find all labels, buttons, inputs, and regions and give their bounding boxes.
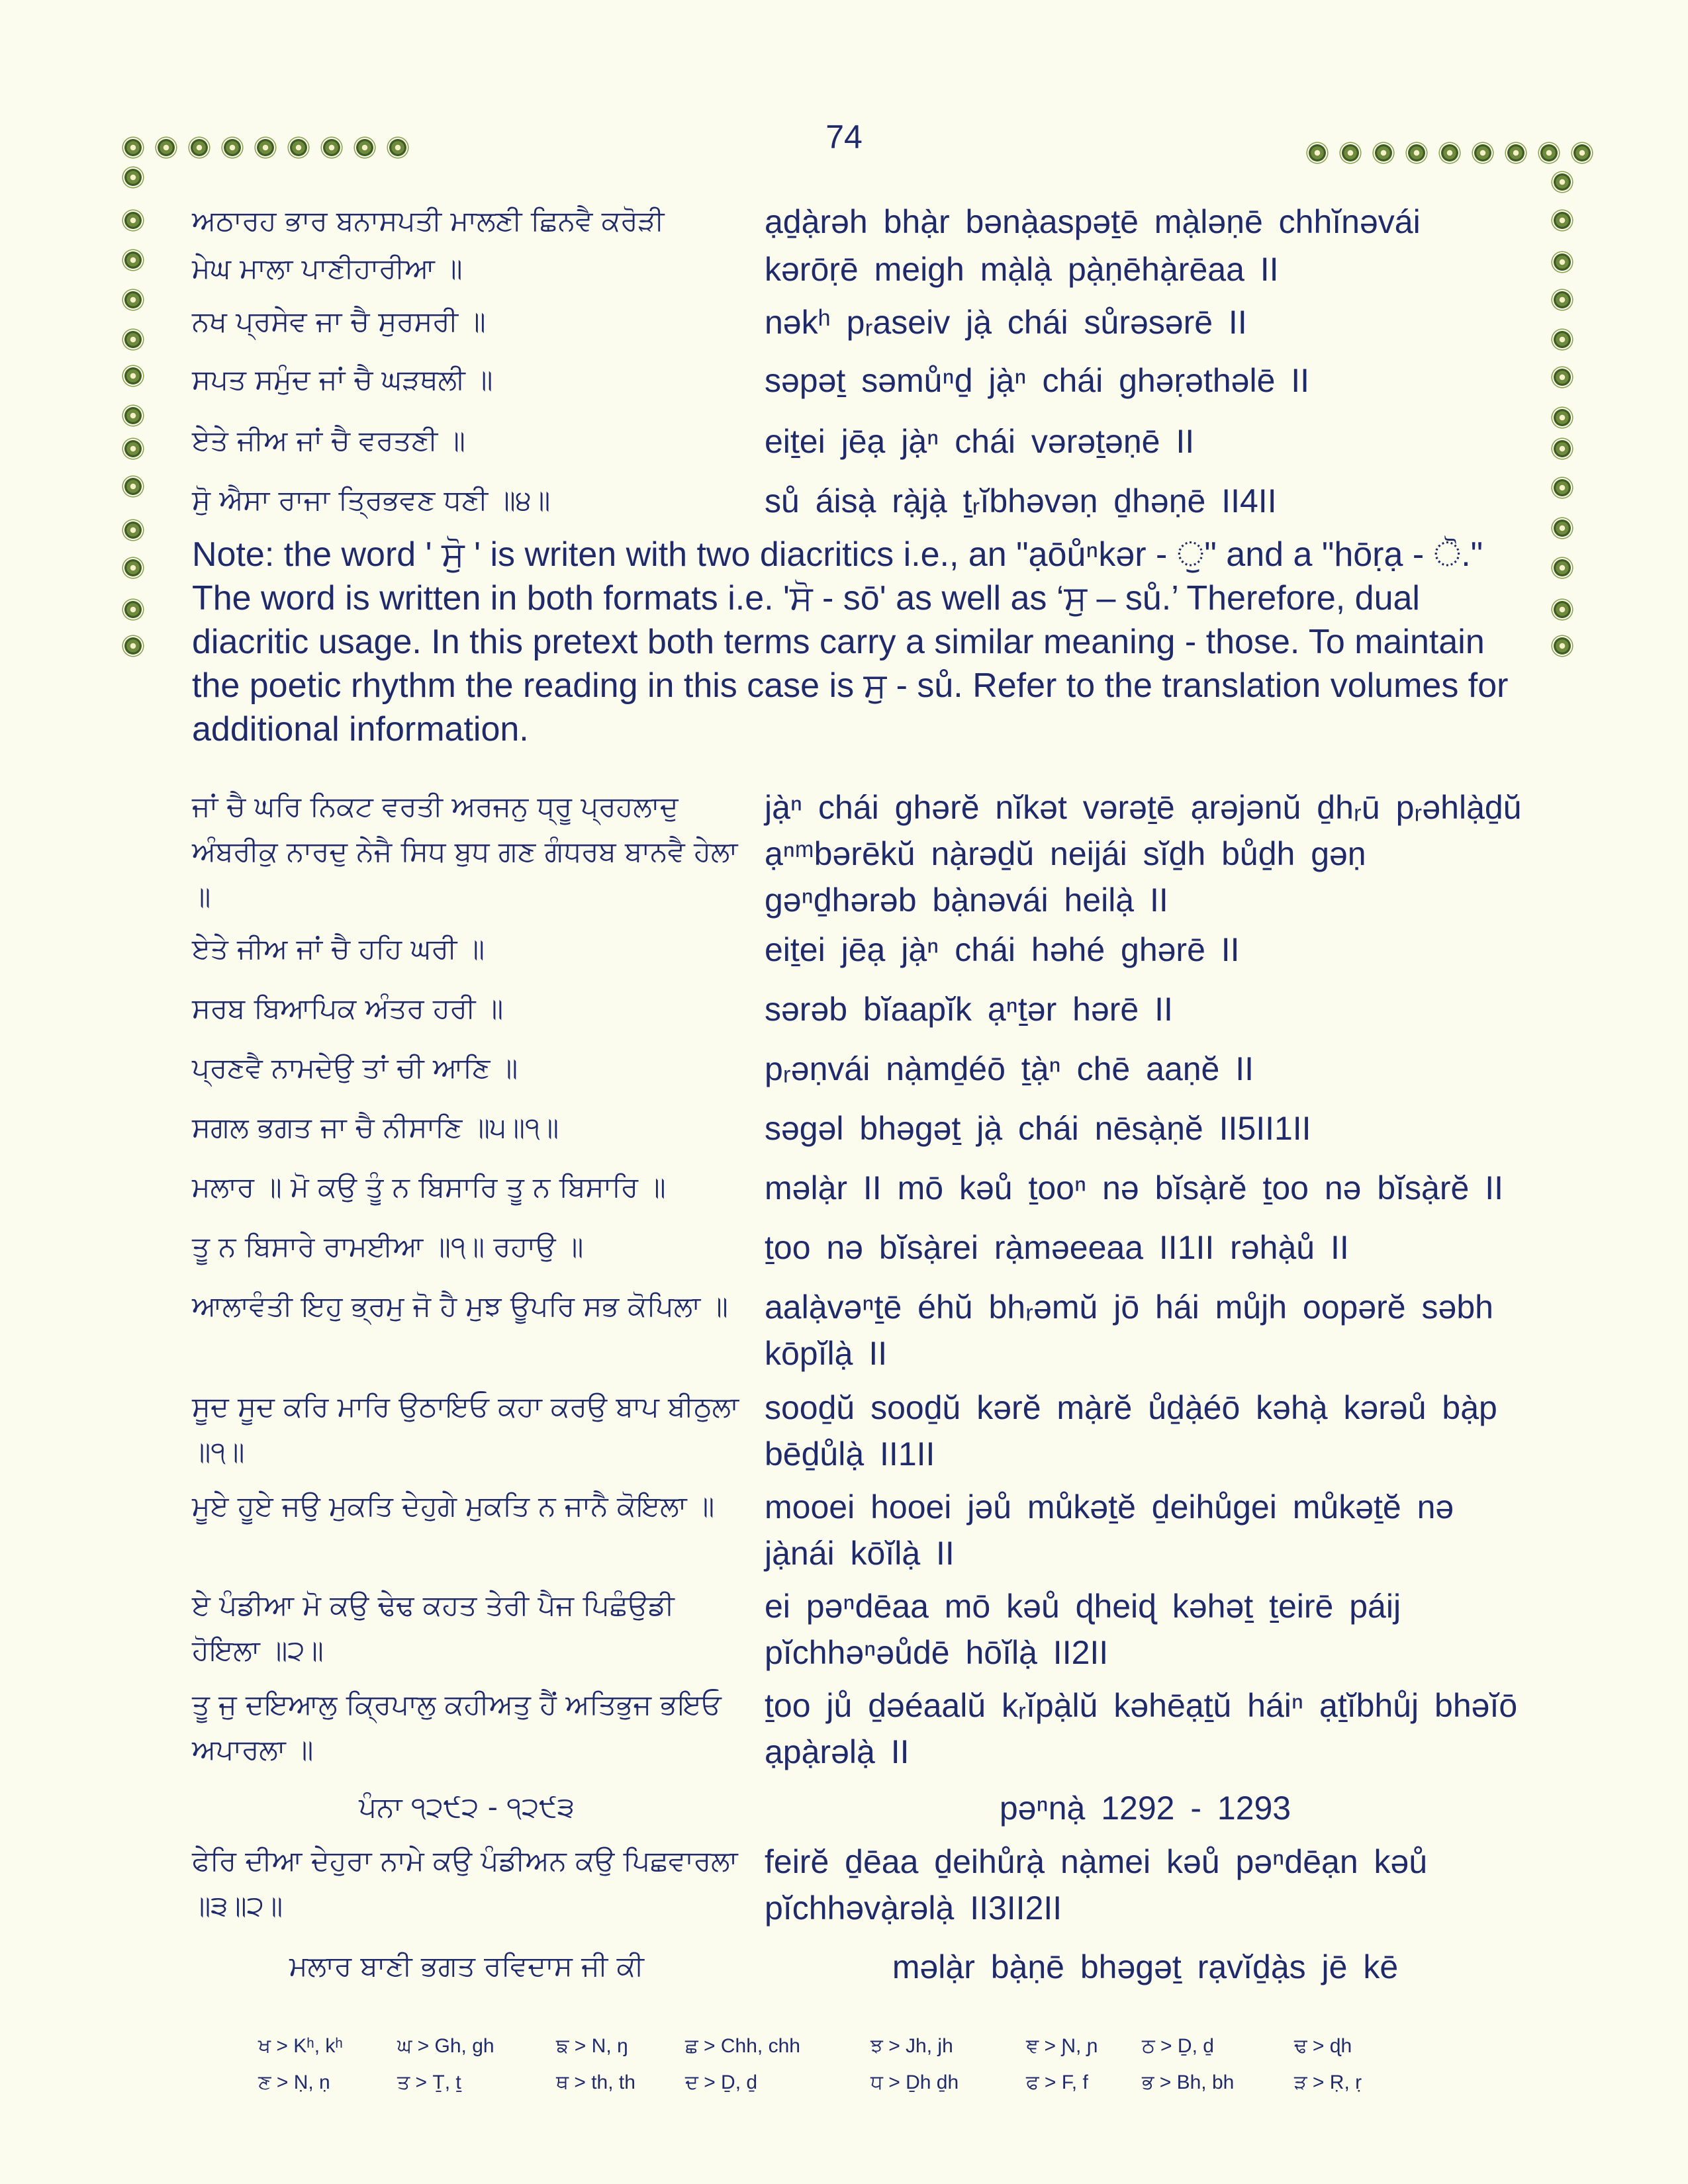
gurmukhi-text: ਏ ਪੰਡੀਆ ਮੋ ਕਉ ਢੇਢ ਕਹਤ ਤੇਰੀ ਪੈਜ ਪਿਛੰਉਡੀ ਹੋਇਲਾ ॥੨॥ xyxy=(192,1589,675,1666)
transliteration-text: eiṯei jēạ jạ̀ⁿ chái həhé ghərē II xyxy=(765,931,1240,968)
heading-transliteration: məlạ̀r bạ̀ṇē bhəgəṯ rạvĭḏạ̀s jē kē xyxy=(892,1948,1399,1985)
transliteration-legend xyxy=(258,2035,1450,2108)
page-reference-transliteration: pəⁿnạ̀ 1292 - 1293 xyxy=(999,1790,1291,1827)
legend-item: ਤ > Ṯ, ṯ xyxy=(397,2071,461,2093)
transliteration-text: səgəl bhəgəṯ jạ̀ chái nēsạ̀ṇĕ II5II1II xyxy=(765,1110,1311,1147)
gurmukhi-text: ਪ੍ਰਣਵੈ ਨਾਮਦੇਉ ਤਾਂ ਚੀ ਆਣਿ ॥ xyxy=(192,1052,518,1084)
legend-item: ਘ > Gh, gh xyxy=(397,2035,494,2057)
legend-item: ਣ > Ṇ, ṇ xyxy=(258,2071,330,2093)
legend-item: ਫ > F, f xyxy=(1026,2071,1088,2093)
legend-item: ਥ > th, th xyxy=(556,2071,635,2093)
legend-row xyxy=(258,2035,1450,2071)
transliteration-text: nəkʰ pᵣaseiv jạ̀ chái sůrəsərē II xyxy=(765,304,1247,341)
legend-item: ਖ > Kʰ, kʰ xyxy=(258,2035,343,2057)
gurmukhi-text: ਫੇਰਿ ਦੀਆ ਦੇਹੁਰਾ ਨਾਮੇ ਕਉ ਪੰਡੀਅਨ ਕਉ ਪਿਛਵਾਰਲਾ ॥੩॥੨॥ xyxy=(192,1844,738,1922)
transliteration-text: sərəb bĭaapĭk ạⁿṯər hərē II xyxy=(765,991,1173,1028)
legend-item: ਝ > Jh, jh xyxy=(870,2035,953,2057)
page-reference-gurmukhi: ਪੰਨਾ ੧੨੯੨ - ੧੨੯੩ xyxy=(359,1791,575,1823)
legend-item: ਛ > Chh, chh xyxy=(685,2035,800,2057)
transliteration-text: səpəṯ səmůⁿḏ jạ̀ⁿ chái ghəṛəthəlē II xyxy=(765,362,1310,399)
legend-item: ਞ > Ɲ, ɲ xyxy=(1026,2035,1098,2057)
transliteration-text: sooḏŭ sooḏŭ kərĕ mạ̀rĕ ůḏạ̀éō kəhạ̀ kərəů bạ̀p bēḏůlạ̀ II1II xyxy=(765,1389,1497,1473)
gurmukhi-text: ਮੂਏ ਹੂਏ ਜਉ ਮੁਕਤਿ ਦੇਹੁਗੇ ਮੁਕਤਿ ਨ ਜਾਨੈ ਕੋਇਲਾ ॥ xyxy=(192,1490,715,1522)
legend-item: ਧ > Ḏh ḏh xyxy=(870,2071,959,2093)
gurmukhi-text: ਸੁੋ ਐਸਾ ਰਾਜਾ ਤ੍ਰਿਭਵਣ ਧਣੀ ॥੪॥ xyxy=(192,484,551,516)
gurmukhi-text: ਅਠਾਰਹ ਭਾਰ ਬਨਾਸਪਤੀ ਮਾਲਣੀ ਛਿਨਵੈ ਕਰੋੜੀ xyxy=(192,205,665,237)
transliteration-text: jạ̀ⁿ chái ghərĕ nĭkət vərəṯē ạrəjənŭ ḏhᵣū pᵣəhlạ̀ḏŭ ạⁿᵐbərēkŭ nạ̀rəḏŭ neijái sĭḏh bůḏh gəṇ gəⁿḏhərəb bạ̀nəvái heilạ̀ II xyxy=(765,789,1522,919)
gurmukhi-text: ਸਰਬ ਬਿਆਪਿਕ ਅੰਤਰ ਹਰੀ ॥ xyxy=(192,992,504,1024)
legend-item: ਭ > Bh, bh xyxy=(1142,2071,1235,2093)
gurmukhi-text: ਏਤੇ ਜੀਅ ਜਾਂ ਚੈ ਹਹਿ ਘਰੀ ॥ xyxy=(192,933,485,965)
gurmukhi-text: ਸਗਲ ਭਗਤ ਜਾ ਚੈ ਨੀਸਾਣਿ ॥੫॥੧॥ xyxy=(192,1111,559,1144)
legend-item: ਠ > Ḏ, ḏ xyxy=(1142,2035,1214,2057)
note-paragraph: Note: the word ' ਸੁੋ ' is writen with two diacritics i.e., an "ạōůⁿkər - ੁ" and a "hōṛạ - ੋ." The word is written in both formats i.e. 'ਸੋ - sō' as well as ‘ਸੁ – sů.’ Therefore, dual diacritic usage. In this pretext both terms carry a similar meaning - those. To maintain the poetic rhythm the reading in this case is ਸੁ - sů. Refer to the translation volumes for additional information. xyxy=(192,535,1509,749)
heading-gurmukhi: ਮਲਾਰ ਬਾਣੀ ਭਗਤ ਰਵਿਦਾਸ ਜੀ ਕੀ xyxy=(289,1950,644,1982)
gurmukhi-text: ਨਖ ਪ੍ਰਸੇਵ ਜਾ ਚੈ ਸੁਰਸਰੀ ॥ xyxy=(192,305,486,338)
transliteration-text: kərōṛē meigh mạ̀lạ̀ pạ̀ṇēhạ̀rēaa II xyxy=(765,251,1279,288)
page-number: 74 xyxy=(825,118,863,156)
transliteration-text: ạḏạ̀rəh bhạ̀r bənạ̀aspəṯē mạ̀ləṇē chhĭnəvái xyxy=(765,203,1421,240)
transliteration-text: ṯoo jů ḏəéaalŭ kᵣĭpạ̀lŭ kəhēạṯŭ háiⁿ ạṯĭbhůj bhəĭō ạpạ̀rəlạ̀ II xyxy=(765,1687,1518,1770)
transliteration-text: aalạ̀vəⁿṯē éhŭ bhᵣəmŭ jō hái můjh oopərĕ səbh kōpĭlạ̀ II xyxy=(765,1289,1493,1372)
gurmukhi-text: ਜਾਂ ਚੈ ਘਰਿ ਨਿਕਟ ਵਰਤੀ ਅਰਜਨੁ ਧ੍ਰੂ ਪ੍ਰਹਲਾਦੁ ਅੰਬਰੀਕੁ ਨਾਰਦੁ ਨੇਜੈ ਸਿਧ ਬੁਧ ਗਣ ਗੰਧਰਬ ਬਾਨਵੈ ਹੇਲਾ ॥ xyxy=(192,790,738,913)
gurmukhi-text: ਸੂਦ ਸੂਦ ਕਰਿ ਮਾਰਿ ਉਠਾਇਓ ਕਹਾ ਕਰਉ ਬਾਪ ਬੀਠੁਲਾ ॥੧॥ xyxy=(192,1390,739,1468)
transliteration-text: mooei hooei jəů můkəṯĕ ḏeihůgei můkəṯĕ nə jạ̀nái kōĭlạ̀ II xyxy=(765,1488,1454,1572)
gurmukhi-text: ਆਲਾਵੰਤੀ ਇਹੁ ਭ੍ਰਮੁ ਜੋ ਹੈ ਮੁਝ ਊਪਰਿ ਸਭ ਕੋਪਿਲਾ ॥ xyxy=(192,1290,728,1322)
legend-row xyxy=(258,2071,1450,2108)
gurmukhi-text: ਏਤੇ ਜੀਅ ਜਾਂ ਚੈ ਵਰਤਣੀ ॥ xyxy=(192,424,465,457)
transliteration-text: məlạ̀r II mō kəů ṯooⁿ nə bĭsạ̀rĕ ṯoo nə bĭsạ̀rĕ II xyxy=(765,1169,1503,1206)
transliteration-text: sů áisạ̀ rạ̀jạ̀ ṯᵣĭbhəvəṇ ḏhəṇē II4II xyxy=(765,482,1277,520)
legend-item: ੜ > Ṛ, ṛ xyxy=(1294,2071,1362,2093)
gurmukhi-text: ਤੂ ਜੁ ਦਇਆਲੁ ਕ੍ਰਿਪਾਲੁ ਕਹੀਅਤੁ ਹੈਂ ਅਤਿਭੁਜ ਭਇਓ ਅਪਾਰਲਾ ॥ xyxy=(192,1688,722,1766)
gurmukhi-text: ਸਪਤ ਸਮੁੰਦ ਜਾਂ ਚੈ ਘੜਥਲੀ ॥ xyxy=(192,363,493,396)
legend-item: ਙ > N, ŋ xyxy=(556,2035,628,2057)
gurmukhi-text: ਮਲਾਰ ॥ ਮੋ ਕਉ ਤੂੰ ਨ ਬਿਸਾਰਿ ਤੂ ਨ ਬਿਸਾਰਿ ॥ xyxy=(192,1171,666,1203)
legend-item: ਢ > ɖh xyxy=(1294,2035,1352,2057)
legend-item: ਦ > Ḏ, ḏ xyxy=(685,2071,758,2093)
transliteration-text: pᵣəṇvái nạ̀mḏéō ṯạ̀ⁿ chē aaṇĕ II xyxy=(765,1050,1254,1087)
gurmukhi-text: ਮੇਘ ਮਾਲਾ ਪਾਣੀਹਾਰੀਆ ॥ xyxy=(192,252,463,285)
transliteration-text: ṯoo nə bĭsạ̀rei rạ̀məeeaa II1II rəhạ̀ů II xyxy=(765,1229,1349,1266)
gurmukhi-text: ਤੂ ਨ ਬਿਸਾਰੇ ਰਾਮਈਆ ॥੧॥ ਰਹਾਉ ॥ xyxy=(192,1230,584,1263)
transliteration-text: feirĕ ḏēaa ḏeihůrạ̀ nạ̀mei kəů pəⁿdēạn kəů pĭchhəvạ̀rəlạ̀ II3II2II xyxy=(765,1843,1428,1927)
transliteration-text: ei pəⁿdēaa mō kəů ɖheiɖ kəhəṯ ṯeirē páij pĭchhəⁿəůdē hōĭlạ̀ II2II xyxy=(765,1588,1401,1671)
transliteration-text: eiṯei jēạ jạ̀ⁿ chái vərəṯəṇē II xyxy=(765,423,1195,460)
